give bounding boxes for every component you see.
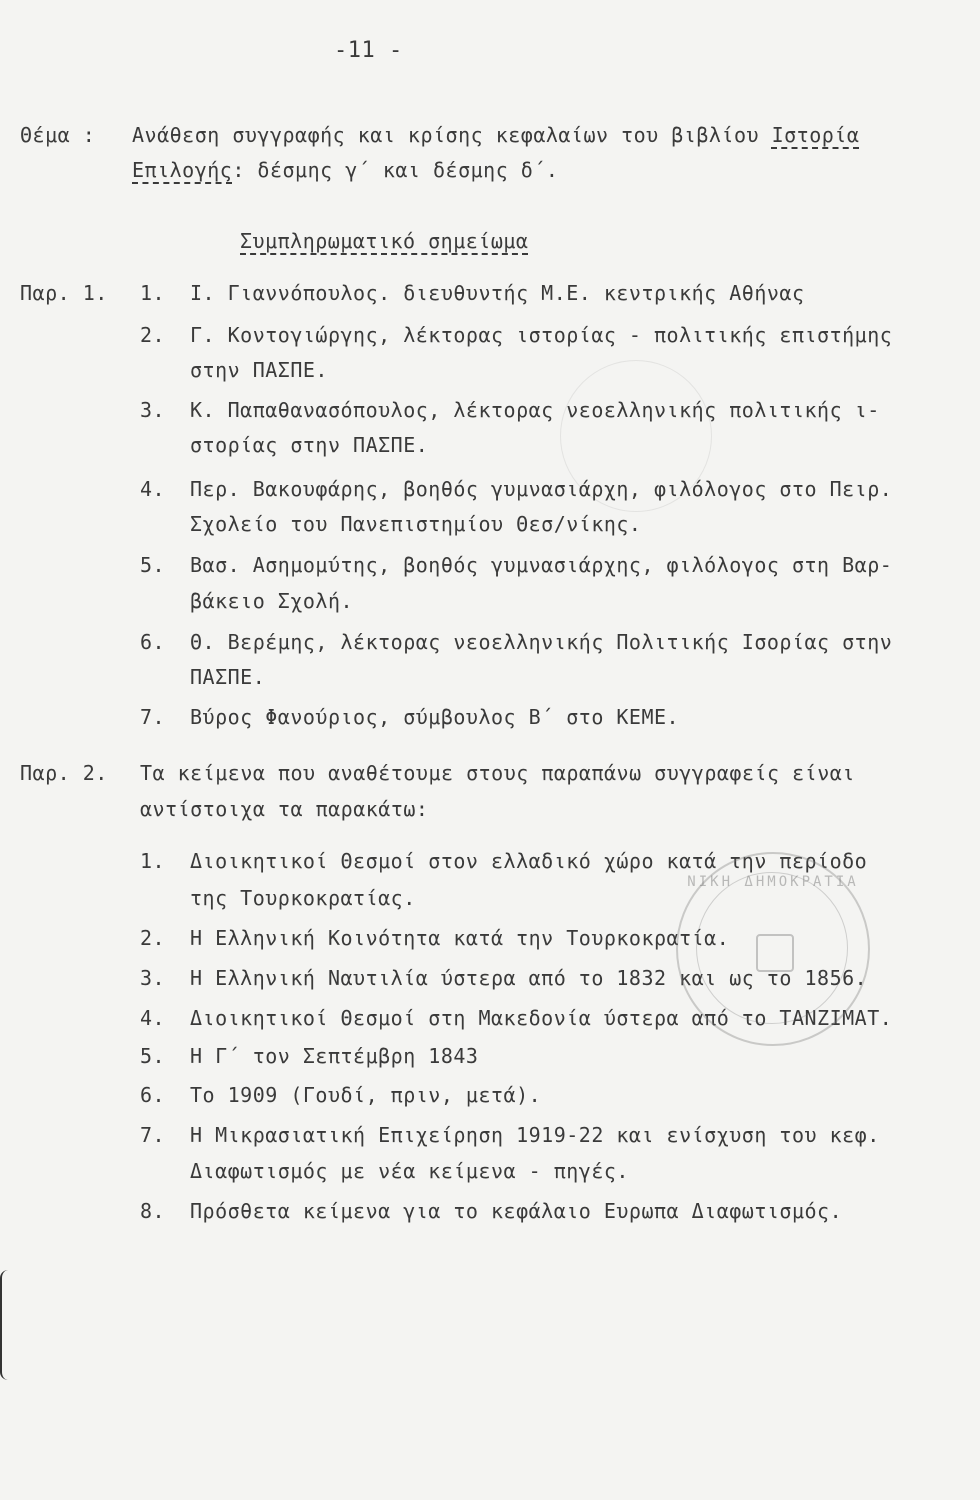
author-5-line-2: βάκειο Σχολή. — [190, 589, 354, 613]
margin-pen-mark — [0, 1270, 14, 1380]
paragraph-2-label: Παρ. 2. — [20, 761, 108, 785]
author-3-line-2: στορίας στην ΠΑΣΠΕ. — [190, 433, 429, 457]
author-5-line-1: Βασ. Ασημομύτης, βοηθός γυμνασιάρχης, φιλόλογος στη Βαρ- — [190, 553, 893, 577]
author-6-line-1: Θ. Βερέμης, λέκτορας νεοελληνικής Πολιτικής Ισορίας στην — [190, 630, 893, 654]
author-3-number: 3. — [140, 398, 166, 422]
book-title-part-1: Ιστορία — [771, 123, 860, 147]
author-2-line-2: στην ΠΑΣΠΕ. — [190, 358, 328, 382]
paragraph-2-intro-line-2: αντίστοιχα τα παρακάτω: — [140, 797, 429, 821]
author-4-number: 4. — [140, 477, 166, 501]
section-heading: Συμπληρωματικό σημείωμα — [240, 229, 529, 253]
author-2-number: 2. — [140, 323, 166, 347]
author-5-number: 5. — [140, 553, 166, 577]
subject-line-1 — [132, 122, 859, 148]
text-6-number: 6. — [140, 1083, 166, 1107]
text-2-line-1: Η Ελληνική Κοινότητα κατά την Τουρκοκρατία. — [190, 926, 730, 950]
author-7-line-1: Βύρος Φανούριος, σύμβουλος Β΄ στο ΚΕΜΕ. — [190, 705, 680, 729]
text-3-number: 3. — [140, 966, 166, 990]
subject-text-continued: : δέσμης γ΄ και δέσμης δ΄. — [232, 158, 559, 182]
text-8-number: 8. — [140, 1199, 166, 1223]
text-6-line-1: Το 1909 (Γουδί, πριν, μετά). — [190, 1083, 542, 1107]
subject-line-2 — [132, 157, 558, 183]
author-7-number: 7. — [140, 705, 166, 729]
text-3-line-1: Η Ελληνική Ναυτιλία ύστερα από το 1832 και ως το 1856. — [190, 966, 868, 990]
subject-label: Θέμα : — [20, 123, 96, 147]
text-5-line-1: Η Γ΄ τον Σεπτέμβρη 1843 — [190, 1044, 479, 1068]
text-1-number: 1. — [140, 849, 166, 873]
paragraph-2-intro-line-1: Τα κείμενα που αναθέτουμε στους παραπάνω συγγραφείς είναι — [140, 761, 855, 785]
text-5-number: 5. — [140, 1044, 166, 1068]
text-7-number: 7. — [140, 1123, 166, 1147]
official-stamp — [676, 852, 870, 1046]
text-2-number: 2. — [140, 926, 166, 950]
author-2-line-1: Γ. Κοντογιώργης, λέκτορας ιστορίας - πολιτικής επιστήμης — [190, 323, 893, 347]
text-8-line-1: Πρόσθετα κείμενα για το κεφάλαιο Ευρωπα Διαφωτισμός. — [190, 1199, 843, 1223]
author-1-number: 1. — [140, 281, 166, 305]
author-4-line-2: Σχολείο του Πανεπιστημίου Θεσ/νίκης. — [190, 512, 642, 536]
subject-text: Ανάθεση συγγραφής και κρίσης κεφαλαίων του βιβλίου — [132, 123, 772, 147]
text-7-line-2: Διαφωτισμός με νέα κείμενα - πηγές. — [190, 1159, 629, 1183]
text-1-line-2: της Τουρκοκρατίας. — [190, 886, 416, 910]
page-number: -11 - — [334, 38, 403, 63]
text-4-number: 4. — [140, 1006, 166, 1030]
text-4-line-1: Διοικητικοί Θεσμοί στη Μακεδονία ύστερα από το ΤΑΝΖΙΜΑΤ. — [190, 1006, 893, 1030]
stamp-text: ΝΙΚΗ ΔΗΜΟΚΡΑΤΙΑ — [687, 874, 859, 890]
author-3-line-1: Κ. Παπαθανασόπουλος, λέκτορας νεοελληνικής πολιτικής ι- — [190, 398, 880, 422]
coat-of-arms-icon — [756, 934, 794, 972]
book-title-part-2: Επιλογής — [132, 158, 233, 182]
author-6-line-2: ΠΑΣΠΕ. — [190, 665, 266, 689]
author-1-line-1: Ι. Γιαννόπουλος. διευθυντής Μ.Ε. κεντρικής Αθήνας — [190, 281, 805, 305]
text-7-line-1: Η Μικρασιατική Επιχείρηση 1919-22 και ενίσχυση του κεφ. — [190, 1123, 880, 1147]
paragraph-1-label: Παρ. 1. — [20, 281, 108, 305]
author-4-line-1: Περ. Βακουφάρης, βοηθός γυμνασιάρχη, φιλόλογος στο Πειρ. — [190, 477, 893, 501]
text-1-line-1: Διοικητικοί Θεσμοί στον ελλαδικό χώρο κατά την περίοδο — [190, 849, 868, 873]
author-6-number: 6. — [140, 630, 166, 654]
